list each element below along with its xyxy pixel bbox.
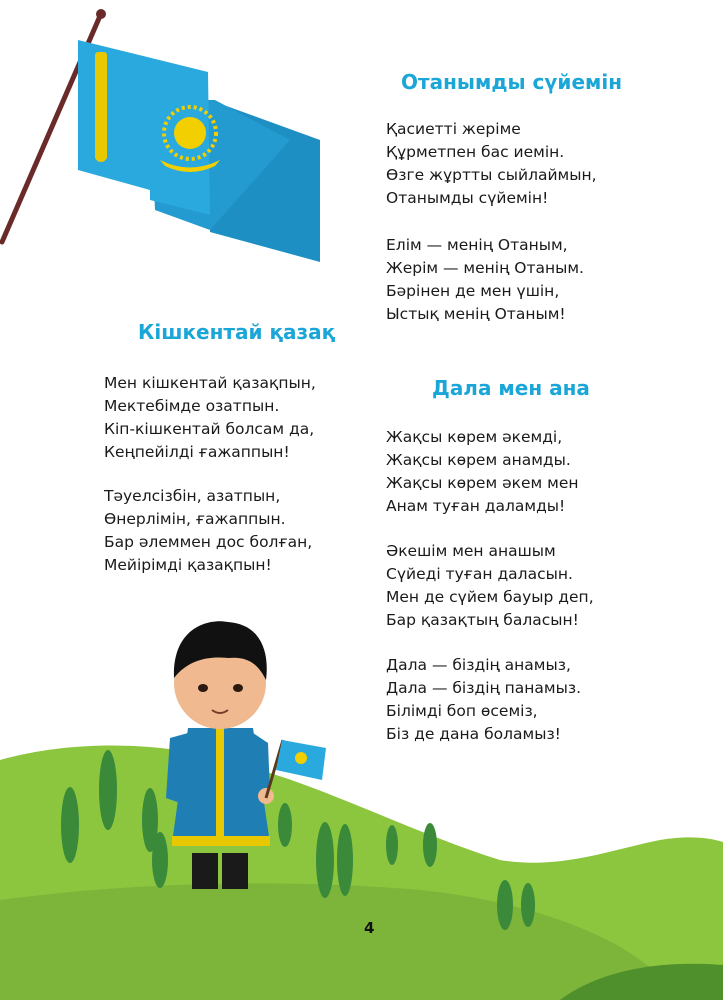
- poem-line: Кіп-кішкентай болсам да,: [104, 420, 315, 438]
- poem-line: Әкешім мен анашым: [386, 542, 556, 560]
- poem-line: Жерім — менің Отаным.: [386, 259, 584, 277]
- poem-line: Дала — біздің панамыз.: [386, 679, 582, 697]
- poem-title-otanymdy: Отанымды сүйемін: [401, 70, 623, 94]
- poem-line: Жақсы көрем әкемді,: [386, 428, 563, 446]
- poem-line: Жақсы көрем анамды.: [386, 451, 571, 469]
- poem-line: Кеңпейілді ғажаппын!: [104, 443, 290, 461]
- poem-line: Елім — менің Отаным,: [386, 236, 568, 254]
- poem-title-kishkentai: Кішкентай қазақ: [138, 320, 336, 344]
- poem-line: Мен де сүйем бауыр деп,: [386, 588, 594, 606]
- boy-in-kazakh-costume: [158, 598, 328, 898]
- page-number: 4: [364, 919, 375, 937]
- poem-title-dala: Дала мен ана: [432, 376, 590, 400]
- poem-line: Білімді боп өсеміз,: [386, 702, 538, 720]
- poem-line: Тәуелсізбін, азатпын,: [104, 487, 281, 505]
- poem-stanza: [386, 540, 594, 632]
- poem-line: Мен кішкентай қазақпын,: [104, 374, 316, 392]
- poem-stanza: [104, 372, 316, 464]
- poem-line: Біз де дана боламыз!: [386, 725, 561, 743]
- poem-line: Мектебімде озатпын.: [104, 397, 280, 415]
- boy-right-eye: [233, 684, 243, 692]
- poem-line: Ыстық менің Отаным!: [386, 305, 566, 323]
- poem-line: Құрметпен бас иемін.: [386, 143, 565, 161]
- poem-stanza: [104, 485, 312, 577]
- poem-line: Мейірімді қазақпын!: [104, 556, 272, 574]
- flag-pole-top: [96, 9, 106, 19]
- poem-line: Жақсы көрем әкем мен: [386, 474, 579, 492]
- poem-stanza: [386, 654, 581, 746]
- poem-stanza: [386, 118, 597, 210]
- kazakhstan-flag: [0, 0, 330, 270]
- poem-line: Өнерлімін, ғажаппын.: [104, 510, 286, 528]
- boy-left-eye: [198, 684, 208, 692]
- boy-left-leg: [192, 853, 218, 889]
- small-flag-sun: [295, 752, 307, 764]
- poem-line: Қасиетті жеріме: [386, 120, 521, 138]
- boy-coat-hem: [172, 836, 270, 846]
- poem-line: Дала — біздің анамыз,: [386, 656, 571, 674]
- poem-line: Сүйеді туған даласын.: [386, 565, 573, 583]
- poem-line: Бар әлеммен дос болған,: [104, 533, 313, 551]
- boy-right-leg: [222, 853, 248, 889]
- poem-line: Өзге жұртты сыйлаймын,: [386, 166, 597, 184]
- boy-coat-trim: [216, 728, 224, 843]
- poem-line: Анам туған даламды!: [386, 497, 566, 515]
- poem-stanza: [386, 426, 579, 518]
- poem-stanza: [386, 234, 584, 326]
- poem-line: Бар қазақтың баласын!: [386, 611, 579, 629]
- poem-line: Отанымды сүйемін!: [386, 189, 549, 207]
- poem-line: Бәрінен де мен үшін,: [386, 282, 560, 300]
- flag-ornament: [95, 52, 107, 162]
